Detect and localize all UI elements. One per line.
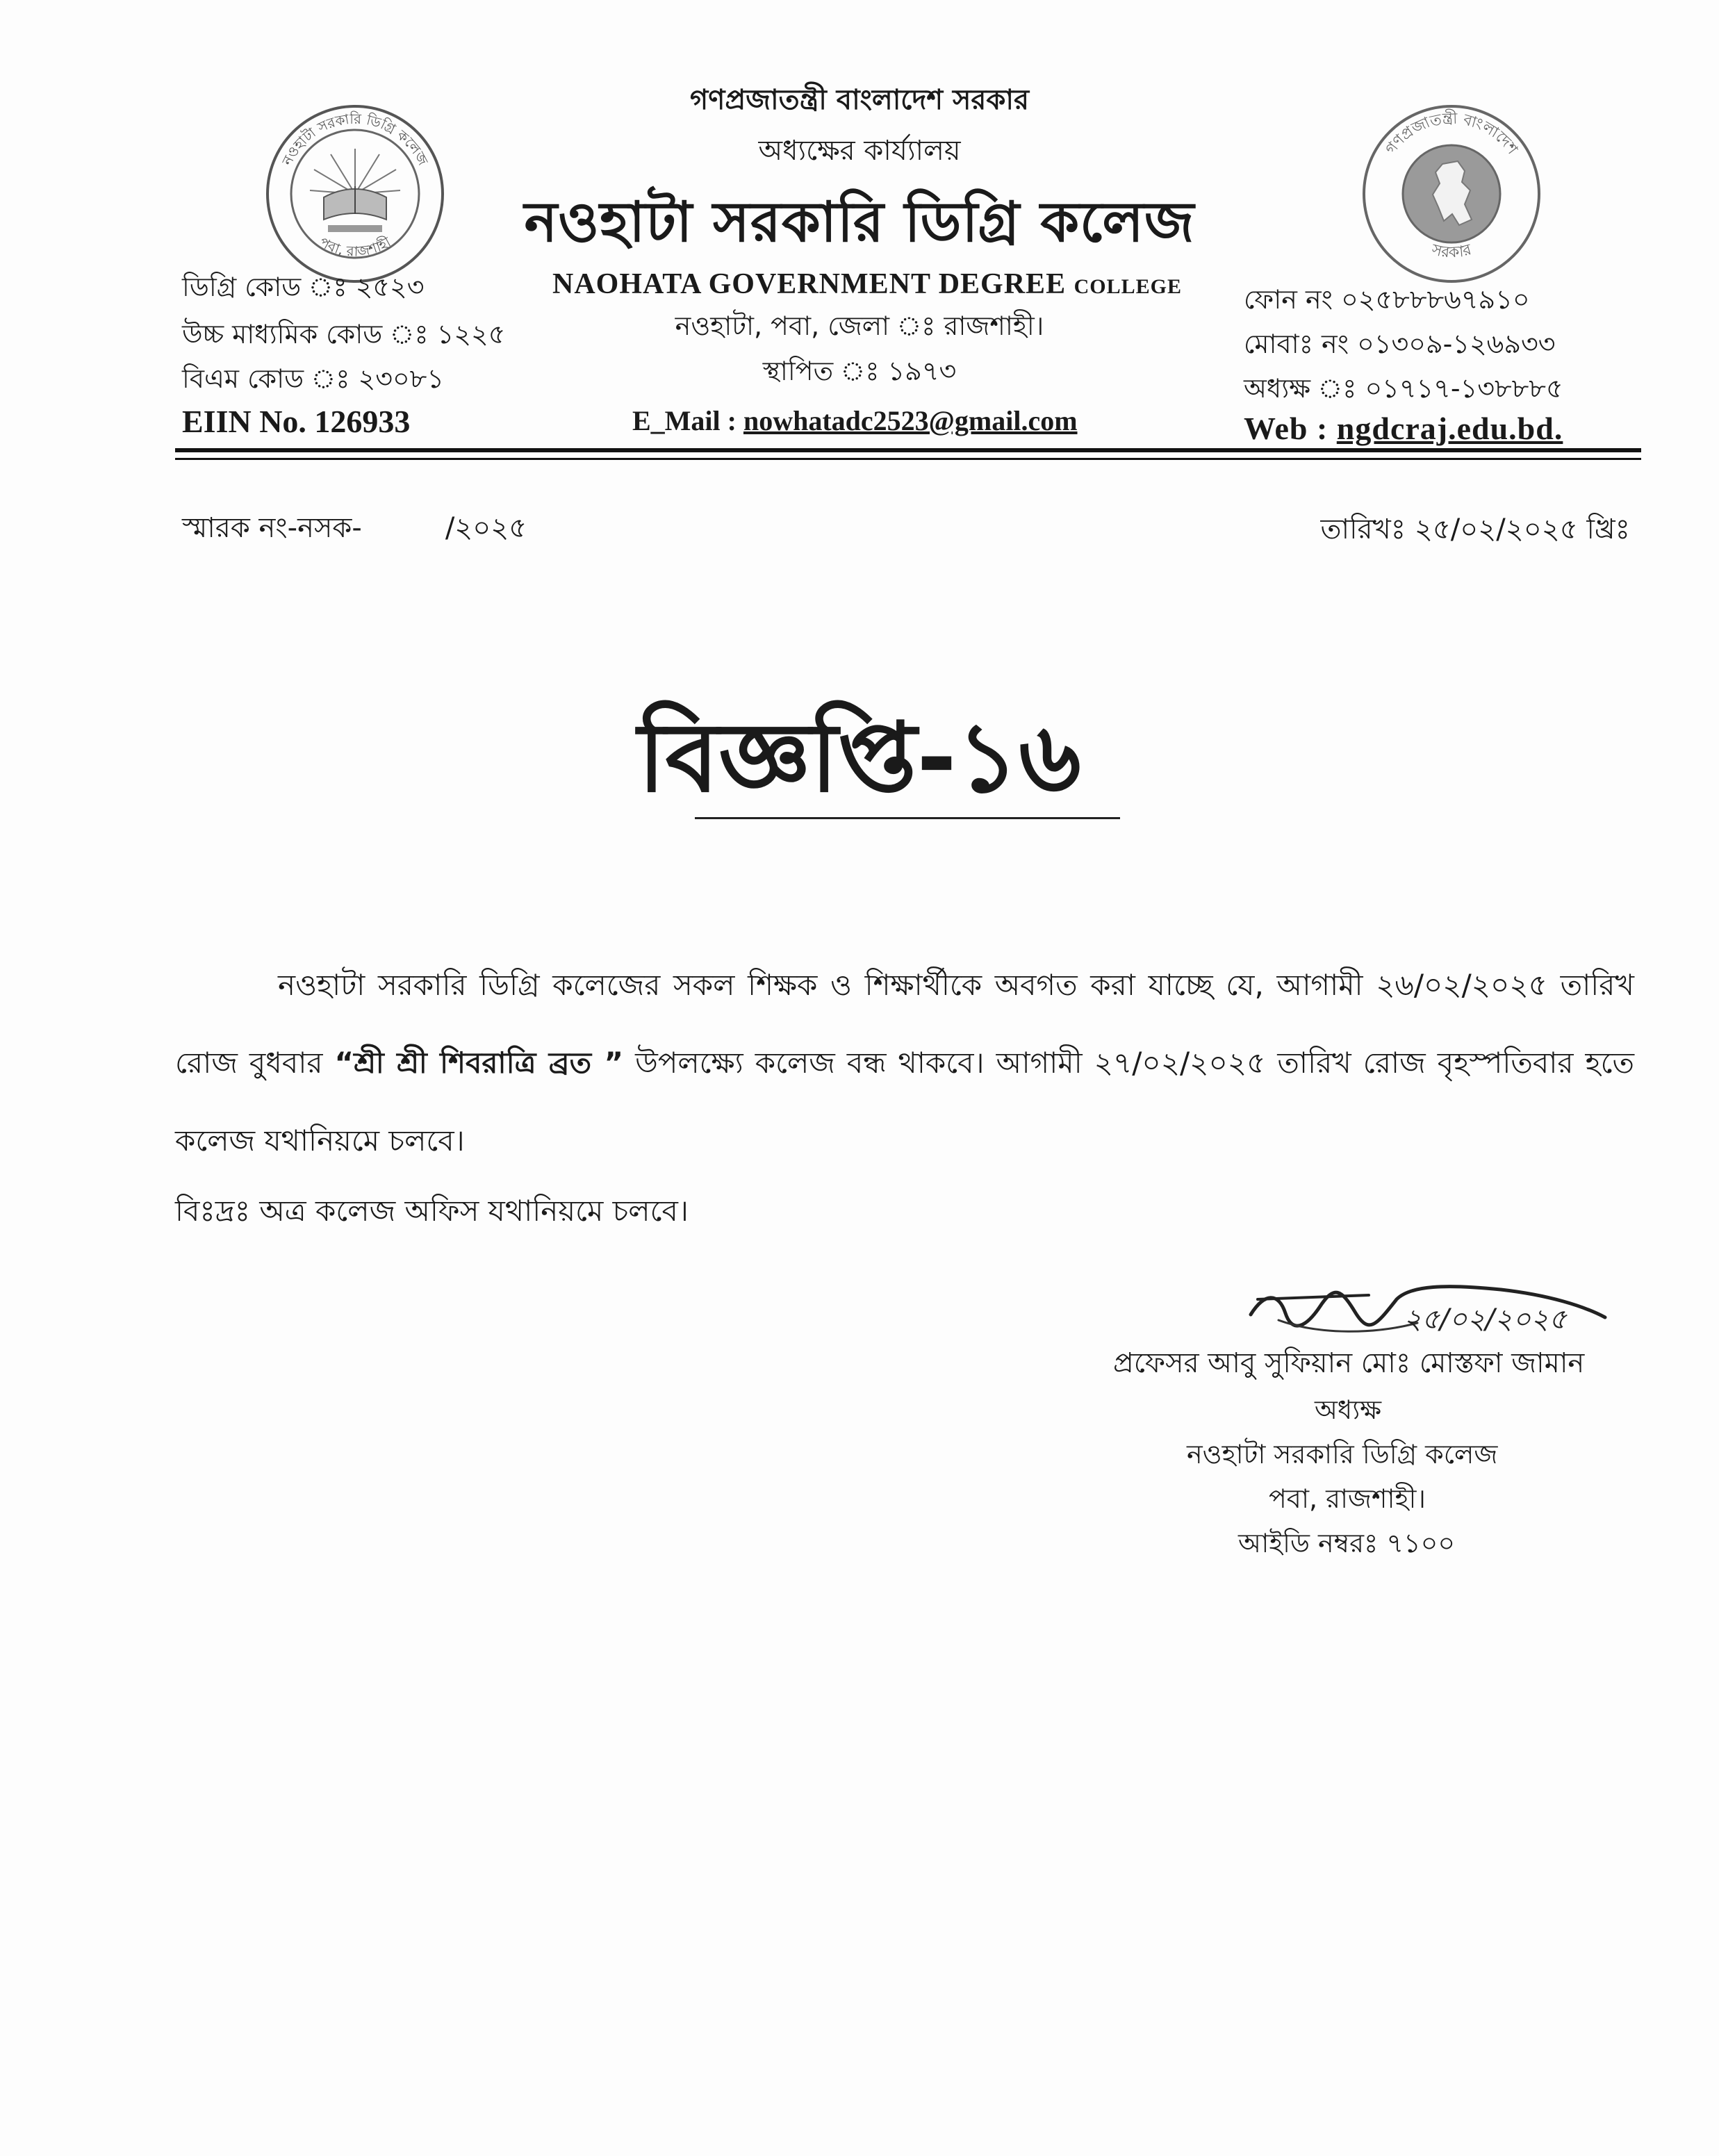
email-label: E_Mail : bbox=[632, 405, 743, 436]
notice-body-part1: নওহাটা সরকারি ডিগ্রি কলেজের সকল শিক্ষক ও শিক্ষার্থীকে অবগত করা যাচ্ছে যে, আগামী ২৬/০২/২০২৫ তারিখ রোজ বুধবার bbox=[175, 968, 1634, 1080]
signatory-college: নওহাটা সরকারি ডিগ্রি কলেজ bbox=[1187, 1439, 1498, 1470]
college-address: নওহাটা, পবা, জেলা ঃ রাজশাহী। bbox=[675, 311, 1044, 341]
notice-title: বিজ্ঞপ্তি-১৬ bbox=[638, 702, 1081, 814]
government-heading: গণপ্রজাতন্ত্রী বাংলাদেশ সরকার bbox=[690, 84, 1029, 116]
svg-text:২৫/০২/২০২৫: ২৫/০২/২০২৫ bbox=[1404, 1303, 1567, 1335]
college-name-english-suffix: COLLEGE bbox=[1074, 275, 1182, 298]
svg-text:নওহাটা সরকারি ডিগ্রি কলেজ: নওহাটা সরকারি ডিগ্রি কলেজ bbox=[278, 110, 432, 168]
bm-code: বিএম কোড ঃ ২৩০৮১ bbox=[182, 363, 444, 394]
website-line bbox=[1244, 410, 1563, 447]
established-year: স্থাপিত ঃ ১৯৭৩ bbox=[762, 356, 957, 386]
email-line bbox=[632, 404, 1078, 437]
notice-title-underline bbox=[695, 817, 1120, 819]
college-name-english bbox=[552, 268, 1182, 301]
header-divider-thin bbox=[175, 458, 1641, 460]
notice-note: বিঃদ্রঃ অত্র কলেজ অফিস যথানিয়মে চলবে। bbox=[175, 1194, 689, 1228]
header-divider-thick bbox=[175, 448, 1641, 452]
signature-icon bbox=[1237, 1272, 1626, 1348]
signatory-title: অধ্যক্ষ bbox=[1315, 1394, 1382, 1425]
notice-body-quote: “শ্রী শ্রী শিবরাত্রি ব্রত ” bbox=[334, 1046, 624, 1080]
college-name-english-main: NAOHATA GOVERNMENT DEGREE bbox=[552, 268, 1067, 300]
college-name-bangla: নওহাটা সরকারি ডিগ্রি কলেজ bbox=[524, 190, 1195, 254]
email-address: nowhatadc2523@gmail.com bbox=[743, 405, 1078, 436]
website-label: Web : bbox=[1244, 411, 1337, 446]
website-url: ngdcraj.edu.bd. bbox=[1336, 411, 1563, 446]
hsc-code: উচ্চ মাধ্যমিক কোড ঃ ১২২৫ bbox=[182, 319, 506, 349]
signatory-id: আইডি নম্বরঃ ৭১০০ bbox=[1238, 1528, 1456, 1558]
office-heading: অধ্যক্ষের কার্য্যালয় bbox=[758, 135, 961, 167]
degree-code: ডিগ্রি কোড ঃ ২৫২৩ bbox=[182, 272, 425, 302]
svg-text:গণপ্রজাতন্ত্রী বাংলাদেশ: গণপ্রজাতন্ত্রী বাংলাদেশ bbox=[1382, 110, 1521, 158]
memo-ref-label: স্মারক নং-নসক- bbox=[182, 512, 362, 544]
svg-text:পবা, রাজশাহী: পবা, রাজশাহী bbox=[316, 233, 394, 260]
phone-number: ফোন নং ০২৫৮৮৮৬৭৯১০ bbox=[1244, 284, 1530, 315]
signatory-address: পবা, রাজশাহী। bbox=[1269, 1483, 1426, 1514]
notice-date: তারিখঃ ২৫/০২/২০২৫ খ্রিঃ bbox=[1320, 513, 1630, 545]
notice-body-part2: উপলক্ষ্যে কলেজ বন্ধ থাকবে। আগামী ২৭/০২/২০২৫ তারিখ রোজ বৃহস্পতিবার হতে কলেজ যথানিয়মে চলবে। bbox=[175, 1046, 1634, 1158]
memo-reference bbox=[182, 506, 527, 552]
memo-year: /২০২৫ bbox=[445, 512, 527, 544]
principal-phone: অধ্যক্ষ ঃ ০১৭১৭-১৩৮৮৮৫ bbox=[1244, 373, 1563, 404]
svg-text:সরকার: সরকার bbox=[1429, 240, 1474, 262]
mobile-number: মোবাঃ নং ০১৩০৯-১২৬৯৩৩ bbox=[1244, 329, 1556, 359]
notice-body bbox=[175, 946, 1634, 1180]
eiin-number: EIIN No. 126933 bbox=[182, 404, 411, 439]
signatory-name: প্রফেসর আবু সুফিয়ান মোঃ মোস্তফা জামান bbox=[1113, 1347, 1585, 1379]
